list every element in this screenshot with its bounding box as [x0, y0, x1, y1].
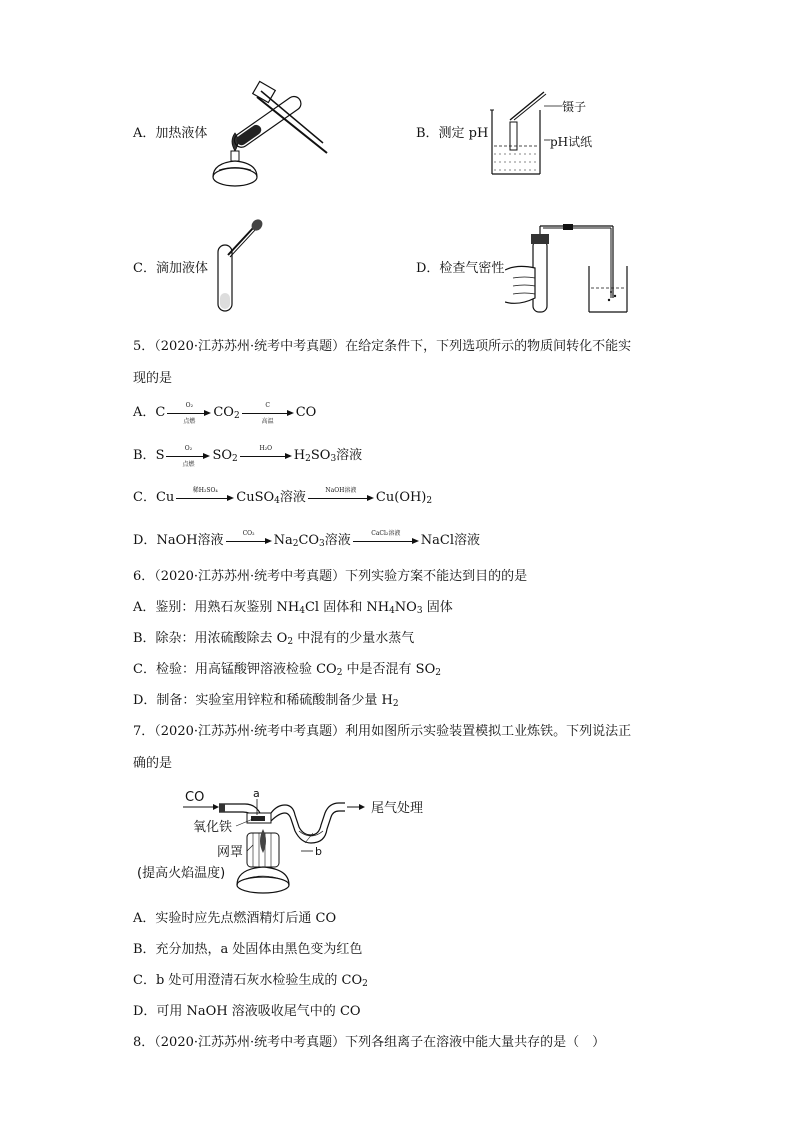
q5-stem-line1: 5．（2020·江苏苏州·统考中考真题）在给定条件下，下列选项所示的物质间转化不能实 [133, 339, 632, 354]
q5-option-b: B．S O₂ 点燃 $SO_2$ H₂O $H_2SO_3$溶液 [133, 444, 363, 468]
co-label: CO [185, 790, 205, 805]
q5-option-c: C．Cu 稀H₂SO₄ CuSO$_4$溶液 NaOH溶液 $Cu(OH)_2$ [133, 486, 433, 506]
reaction-arrow: O₂ 点燃 [167, 407, 211, 419]
species: C [155, 405, 166, 420]
q8-stem: 8．（2020·江苏苏州·统考中考真题）下列各组离子在溶液中能大量共存的是（ ） [133, 1035, 606, 1050]
reaction-arrow: CO₂ [226, 535, 272, 547]
dropping-liquid-figure [210, 215, 270, 315]
reaction-arrow: O₂ 点燃 [166, 450, 210, 462]
option-letter: B． [133, 448, 156, 463]
gauze-label: 网罩 [217, 845, 244, 860]
species: NaOH溶液 [156, 533, 224, 548]
species: CO [295, 405, 317, 420]
option-letter: D． [133, 533, 157, 548]
airtightness-figure [505, 218, 635, 318]
label-b: b [315, 845, 322, 858]
species: Cu [155, 490, 175, 505]
exhaust-label: 尾气处理 [371, 801, 424, 816]
q7-option-a: A．实验时应先点燃酒精灯后通 CO [133, 911, 337, 926]
q5-option-d: D．NaOH溶液 CO₂ $Na_2CO_3$溶液 CaCl₂溶液 NaCl溶液 [133, 529, 481, 549]
label-a: a [253, 787, 260, 800]
gauze-note: (提高火焰温度) [137, 866, 226, 881]
q5-stem-line2: 现的是 [133, 371, 173, 386]
reaction-arrow: CaCl₂溶液 [353, 535, 419, 547]
iron-oxide-label: 氧化铁 [193, 820, 233, 835]
reaction-arrow: 稀H₂SO₄ [176, 492, 234, 504]
q6-option-c: C．检验：用高锰酸钾溶液检验 $CO_2$ 中是否混有 $SO_2$ [133, 662, 441, 678]
option-letter: A． [133, 405, 156, 420]
q6-option-a: A．鉴别：用熟石灰鉴别 $NH_4Cl$ 固体和 $NH_4NO_3$ 固体 [133, 600, 453, 616]
species: CO [213, 405, 234, 420]
reaction-arrow: NaOH溶液 [308, 492, 374, 504]
measure-ph-figure [488, 90, 548, 182]
iron-smelting-figure [135, 785, 435, 900]
label-leader-lines [544, 104, 564, 144]
species: S [155, 448, 165, 463]
species: SO [212, 448, 233, 463]
q6-option-d: D．制备：实验室用锌粒和稀硫酸制备少量 $H_2$ [133, 693, 399, 709]
reaction-arrow: C 高温 [242, 407, 294, 419]
q7-stem-line1: 7．（2020·江苏苏州·统考中考真题）利用如图所示实验装置模拟工业炼铁。下列说法正 [133, 724, 632, 739]
option-letter: C． [133, 490, 156, 505]
option-a-heating-liquid: A．加热液体 [133, 126, 208, 141]
q7-option-c: C．b 处可用澄清石灰水检验生成的 $CO_2$ [133, 973, 368, 989]
ph-paper-label: pH试纸 [550, 135, 593, 149]
q7-stem-line2: 确的是 [133, 756, 173, 771]
option-b-measure-ph: B．测定 pH [416, 126, 489, 141]
option-c-dropping-liquid: C．滴加液体 [133, 261, 208, 276]
q7-option-b: B．充分加热，a 处固体由黑色变为红色 [133, 942, 363, 957]
q5-option-a: A．C O₂ 点燃 $CO_2$ C 高温 CO [133, 401, 317, 425]
heating-liquid-figure [205, 75, 335, 195]
q6-stem: 6．（2020·江苏苏州·统考中考真题）下列实验方案不能达到目的的是 [133, 569, 528, 584]
q7-option-d: D．可用 NaOH 溶液吸收尾气中的 CO [133, 1004, 361, 1019]
q6-option-b: B．除杂：用浓硫酸除去 $O_2$ 中混有的少量水蒸气 [133, 631, 415, 647]
reaction-arrow: H₂O [240, 450, 292, 462]
option-d-check-airtightness: D．检查气密性 [416, 261, 505, 276]
tweezers-label: 镊子 [562, 100, 587, 114]
